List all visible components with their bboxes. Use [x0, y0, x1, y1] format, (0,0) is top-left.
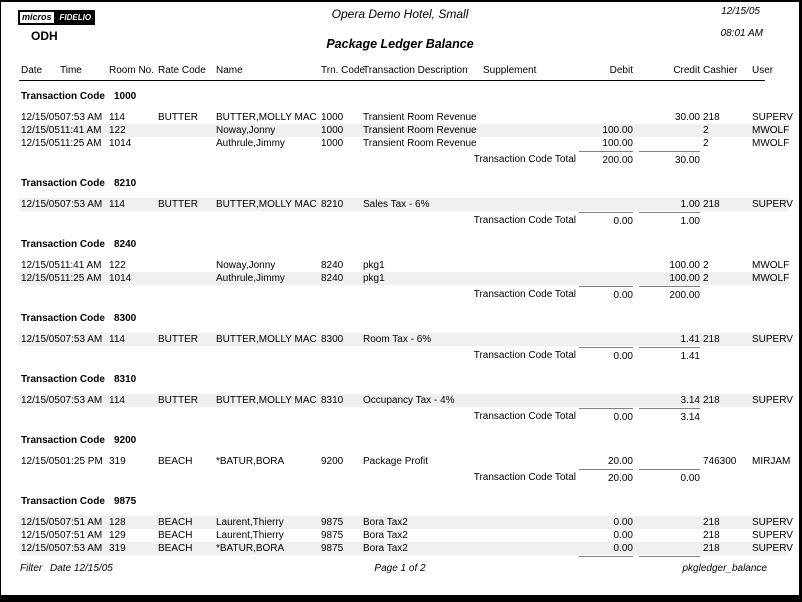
total-debit — [579, 285, 634, 303]
cell-trn: 1000 — [321, 112, 344, 123]
cell-user: SUPERV — [752, 517, 793, 528]
cell-supplement — [481, 516, 579, 529]
cell-debit — [579, 272, 634, 285]
col-header-time: Time — [60, 65, 82, 76]
cell-desc: Room Tax - 6% — [363, 334, 432, 345]
footer-filter-label: Filter — [20, 563, 43, 574]
cell-user: MIRJAM — [752, 456, 791, 467]
total-label: Transaction Code Total — [473, 154, 576, 165]
cell-credit — [634, 516, 701, 529]
cell-date: 12/15/05 — [21, 543, 60, 554]
total-label: Transaction Code Total — [473, 215, 576, 226]
cell-rate: BUTTER — [158, 334, 198, 345]
cell-desc: pkg1 — [363, 260, 385, 271]
transaction-code-total-row — [19, 150, 789, 168]
cell-time: 01:25 PM — [60, 456, 103, 467]
footer-date: Date 12/15/05 — [50, 563, 113, 574]
cell-room: 122 — [109, 260, 126, 271]
cell-credit: 1.41 — [680, 334, 700, 345]
cell-time: 07:53 AM — [60, 543, 103, 554]
report-footer — [1, 563, 799, 577]
col-header-debit: Debit — [609, 65, 633, 76]
transaction-code-total-row — [19, 468, 789, 486]
cell-trn: 1000 — [321, 125, 344, 136]
transaction-code-header — [1, 364, 799, 394]
ledger-row — [19, 333, 793, 346]
transaction-code-label: Transaction Code — [21, 435, 105, 446]
transaction-code-total-row — [19, 346, 789, 364]
cell-debit: 100.00 — [602, 138, 633, 149]
cell-cashier: 2 — [703, 138, 709, 149]
transaction-code-value: 9875 — [114, 496, 137, 507]
cell-date: 12/15/05 — [21, 112, 60, 123]
total-credit-value: 1.00 — [639, 212, 700, 227]
cell-user: SUPERV — [752, 395, 793, 406]
transaction-section — [1, 229, 799, 303]
transaction-code-value: 8210 — [114, 178, 137, 189]
logo-micros-text: micros — [18, 10, 56, 25]
cell-debit — [579, 198, 634, 211]
cell-credit: 30.00 — [674, 112, 700, 123]
cell-rate — [156, 137, 214, 150]
ledger-row — [19, 111, 793, 124]
total-debit-value: 0.00 — [579, 286, 633, 301]
cell-name: BUTTER,MOLLY MAC — [216, 395, 317, 406]
cell-time: 11:41 AM — [60, 125, 102, 136]
transaction-code-header — [1, 303, 799, 333]
transaction-section — [1, 364, 799, 425]
cell-debit: 0.00 — [613, 530, 633, 541]
cell-rate: BUTTER — [158, 199, 198, 210]
total-debit-value: 0.00 — [579, 212, 633, 227]
transaction-code-label: Transaction Code — [21, 313, 105, 324]
cell-user: MWOLF — [752, 273, 790, 284]
cell-time: 11:41 AM — [60, 260, 102, 271]
cell-name: BUTTER,MOLLY MAC — [216, 199, 317, 210]
cell-supplement — [481, 137, 579, 150]
cell-rate: BEACH — [158, 517, 193, 528]
cell-name: Noway,Jonny — [216, 260, 276, 271]
total-debit — [579, 468, 634, 486]
total-credit-value: 3.14 — [639, 408, 700, 423]
ledger-row — [19, 529, 793, 542]
col-header-user: User — [752, 65, 774, 76]
cell-credit: 100.00 — [669, 273, 700, 284]
cell-desc: Sales Tax - 6% — [363, 199, 430, 210]
cell-name: Laurent,Thierry — [216, 530, 284, 541]
total-label: Transaction Code Total — [473, 411, 576, 422]
transaction-code-value: 8310 — [114, 374, 137, 385]
cell-room: 122 — [109, 125, 126, 136]
total-label: Transaction Code Total — [473, 350, 576, 361]
print-date: 12/15/05 — [721, 6, 760, 17]
cell-date: 12/15/05 — [21, 530, 60, 541]
cell-room: 114 — [109, 334, 125, 345]
ledger-row — [19, 455, 789, 468]
col-header-supplement: Supplement — [483, 65, 537, 76]
col-header-cashier: Cashier — [703, 65, 738, 76]
total-label: Transaction Code Total — [473, 289, 576, 300]
cell-room: 319 — [109, 543, 126, 554]
total-credit — [634, 407, 701, 425]
report-body — [1, 81, 799, 573]
total-debit — [579, 150, 634, 168]
total-cashier — [701, 150, 734, 163]
cell-debit: 20.00 — [607, 456, 633, 467]
cell-desc: Transient Room Revenue — [363, 125, 477, 136]
cell-debit: 0.00 — [613, 543, 633, 554]
cell-room: 114 — [109, 395, 125, 406]
total-user — [734, 211, 789, 224]
cell-credit — [634, 529, 701, 542]
cell-desc: Package Profit — [363, 456, 429, 467]
total-user — [734, 346, 789, 359]
total-spacer — [19, 468, 361, 481]
transaction-code-header — [1, 425, 799, 455]
cell-supplement — [481, 272, 579, 285]
cell-trn: 9875 — [321, 543, 344, 554]
total-spacer — [19, 346, 361, 359]
total-debit-value: 200.00 — [579, 151, 633, 166]
cell-date: 12/15/05 — [21, 260, 60, 271]
cell-name: Noway,Jonny — [216, 125, 276, 136]
ledger-row — [19, 259, 789, 272]
cell-user: SUPERV — [752, 543, 793, 554]
transaction-code-label: Transaction Code — [21, 91, 105, 102]
cell-time: 07:51 AM — [60, 530, 103, 541]
cell-trn: 1000 — [321, 138, 344, 149]
total-label: Transaction Code Total — [473, 472, 576, 483]
cell-name: Laurent,Thierry — [216, 517, 284, 528]
cell-cashier: 218 — [703, 517, 720, 528]
cell-rate: BUTTER — [158, 112, 198, 123]
total-credit-value: 200.00 — [639, 286, 700, 301]
total-credit-value: 1.41 — [639, 347, 700, 362]
total-spacer — [19, 285, 361, 298]
logo-fidelio-text: FIDELIO — [56, 10, 96, 25]
transaction-section — [1, 303, 799, 364]
col-header-transaction-description: Transaction Description — [363, 65, 468, 76]
cell-cashier: 746300 — [703, 456, 737, 467]
total-cashier — [701, 346, 734, 359]
cell-credit — [634, 137, 701, 150]
cell-debit — [579, 111, 634, 124]
cell-cashier: 2 — [703, 260, 709, 271]
cell-date: 12/15/05 — [21, 273, 60, 284]
col-header-date: Date — [21, 65, 43, 76]
cell-desc: Transient Room Revenue — [363, 138, 477, 149]
cell-trn: 8240 — [321, 260, 344, 271]
cell-debit — [579, 259, 634, 272]
cell-time: 07:53 AM — [60, 199, 103, 210]
cell-user: SUPERV — [752, 530, 793, 541]
col-header-trn-code: Trn. Code — [321, 65, 366, 76]
cell-supplement — [481, 529, 579, 542]
cell-credit: 3.14 — [680, 395, 700, 406]
cell-time: 11:25 AM — [60, 273, 102, 284]
cell-time: 07:51 AM — [60, 517, 103, 528]
column-header-row — [19, 64, 789, 78]
footer-report-file-name: pkgledger_balance — [682, 563, 767, 574]
transaction-code-label: Transaction Code — [21, 374, 105, 385]
report-title: Package Ledger Balance — [326, 37, 474, 51]
transaction-code-total-row — [19, 407, 789, 425]
transaction-code-header — [1, 486, 799, 516]
cell-time: 07:53 AM — [60, 334, 103, 345]
total-debit — [579, 407, 634, 425]
total-debit-value: 0.00 — [579, 347, 633, 362]
total-user — [734, 468, 789, 481]
cell-rate: BEACH — [158, 530, 193, 541]
cell-trn: 8300 — [321, 334, 344, 345]
cell-supplement — [481, 259, 579, 272]
cell-name: Authrule,Jimmy — [216, 138, 285, 149]
total-credit — [634, 150, 701, 168]
cell-desc: Bora Tax2 — [363, 517, 408, 528]
total-spacer — [19, 211, 361, 224]
hotel-name: Opera Demo Hotel, Small — [331, 7, 469, 21]
cell-supplement — [481, 455, 579, 468]
cell-credit — [634, 455, 701, 468]
transaction-code-label: Transaction Code — [21, 496, 105, 507]
transaction-code-value: 9200 — [114, 435, 137, 446]
transaction-code-label: Transaction Code — [21, 239, 105, 250]
cell-trn: 8310 — [321, 395, 344, 406]
cell-desc: pkg1 — [363, 273, 385, 284]
cell-supplement — [481, 333, 579, 346]
transaction-section — [1, 425, 799, 486]
transaction-code-total-row — [19, 285, 789, 303]
total-credit — [634, 285, 701, 303]
footer-page-number: Page 1 of 2 — [374, 563, 426, 574]
col-header-rate-code: Rate Code — [158, 65, 206, 76]
cell-cashier: 218 — [703, 112, 720, 123]
cell-supplement — [481, 111, 579, 124]
total-cashier — [701, 407, 734, 420]
ledger-row — [19, 137, 789, 150]
transaction-section — [1, 168, 799, 229]
total-credit-value: 30.00 — [639, 151, 700, 166]
cell-date: 12/15/05 — [21, 199, 60, 210]
cell-name: Authrule,Jimmy — [216, 273, 285, 284]
transaction-code-header — [1, 168, 799, 198]
cell-credit — [634, 542, 701, 555]
cell-user: MWOLF — [752, 138, 790, 149]
total-user — [734, 150, 789, 163]
total-spacer — [19, 407, 361, 420]
cell-room: 129 — [109, 530, 126, 541]
cell-name: *BATUR,BORA — [216, 543, 285, 554]
total-cashier — [701, 285, 734, 298]
cell-cashier: 2 — [703, 273, 709, 284]
cell-supplement — [481, 542, 579, 555]
report-header — [1, 2, 799, 64]
cell-desc: Bora Tax2 — [363, 543, 408, 554]
cell-user: SUPERV — [752, 199, 793, 210]
total-spacer — [19, 150, 361, 163]
cell-trn: 8240 — [321, 273, 344, 284]
transaction-code-value: 1000 — [114, 91, 137, 102]
col-header-room-no: Room No. — [109, 65, 155, 76]
cell-rate: BEACH — [158, 456, 193, 467]
cell-date: 12/15/05 — [21, 517, 60, 528]
cell-room: 1014 — [109, 138, 132, 149]
cell-credit: 100.00 — [669, 260, 700, 271]
total-user — [734, 407, 789, 420]
col-header-name: Name — [216, 65, 243, 76]
cell-user: SUPERV — [752, 334, 793, 345]
cell-rate: BEACH — [158, 543, 193, 554]
cell-user: MWOLF — [752, 260, 790, 271]
cell-rate — [156, 272, 214, 285]
cell-trn: 9875 — [321, 530, 344, 541]
cell-desc: Occupancy Tax - 4% — [363, 395, 455, 406]
cell-room: 1014 — [109, 273, 132, 284]
cell-time: 11:25 AM — [60, 138, 102, 149]
total-cashier — [701, 211, 734, 224]
cell-trn: 9200 — [321, 456, 344, 467]
cell-name: BUTTER,MOLLY MAC — [216, 334, 317, 345]
cell-cashier: 218 — [703, 334, 720, 345]
cell-rate — [156, 124, 214, 137]
cell-desc: Transient Room Revenue — [363, 112, 477, 123]
cell-credit — [634, 124, 701, 137]
ledger-row — [19, 394, 793, 407]
print-time: 08:01 AM — [720, 28, 763, 39]
cell-time: 07:53 AM — [60, 395, 103, 406]
transaction-code-total-row — [19, 211, 789, 229]
transaction-code-value: 8240 — [114, 239, 137, 250]
cell-room: 128 — [109, 517, 126, 528]
total-debit — [579, 211, 634, 229]
cell-room: 319 — [109, 456, 126, 467]
cell-cashier: 218 — [703, 199, 720, 210]
cell-desc: Bora Tax2 — [363, 530, 408, 541]
cell-supplement — [481, 124, 579, 137]
col-header-credit: Credit — [673, 65, 700, 76]
cell-date: 12/15/05 — [21, 395, 60, 406]
cell-date: 12/15/05 — [21, 138, 60, 149]
cell-time: 07:53 AM — [60, 112, 103, 123]
cell-credit: 1.00 — [680, 199, 700, 210]
total-credit — [634, 211, 701, 229]
cell-debit: 0.00 — [613, 517, 633, 528]
cell-room: 114 — [109, 199, 125, 210]
transaction-code-header — [1, 229, 799, 259]
cell-debit — [579, 333, 634, 346]
cell-user: MWOLF — [752, 125, 790, 136]
total-credit — [634, 468, 701, 486]
cell-cashier: 218 — [703, 395, 720, 406]
cell-rate: BUTTER — [158, 395, 198, 406]
total-credit — [634, 346, 701, 364]
ledger-row — [19, 516, 793, 529]
property-code: ODH — [31, 29, 58, 43]
ledger-row — [19, 124, 789, 137]
cell-cashier: 218 — [703, 543, 720, 554]
cell-rate — [156, 259, 214, 272]
transaction-section — [1, 486, 799, 573]
transaction-code-label: Transaction Code — [21, 178, 105, 189]
cell-cashier: 2 — [703, 125, 709, 136]
cell-supplement — [481, 394, 579, 407]
cell-name: *BATUR,BORA — [216, 456, 285, 467]
cell-user: SUPERV — [752, 112, 793, 123]
total-credit-value: 0.00 — [639, 469, 700, 484]
cell-date: 12/15/05 — [21, 456, 60, 467]
transaction-section — [1, 81, 799, 168]
total-debit — [579, 346, 634, 364]
transaction-code-header — [1, 81, 799, 111]
cell-debit: 100.00 — [602, 125, 633, 136]
ledger-row — [19, 272, 789, 285]
cell-trn: 8210 — [321, 199, 344, 210]
cell-supplement — [481, 198, 579, 211]
total-debit-value: 0.00 — [579, 408, 633, 423]
transaction-code-value: 8300 — [114, 313, 137, 324]
cell-name: BUTTER,MOLLY MAC — [216, 112, 317, 123]
cell-room: 114 — [109, 112, 125, 123]
total-debit-value: 20.00 — [579, 469, 633, 484]
cell-trn: 9875 — [321, 517, 344, 528]
ledger-row — [19, 542, 793, 555]
total-user — [734, 285, 789, 298]
cell-date: 12/15/05 — [21, 334, 60, 345]
ledger-row — [19, 198, 793, 211]
cell-debit — [579, 394, 634, 407]
cell-cashier: 218 — [703, 530, 720, 541]
total-cashier — [701, 468, 734, 481]
cell-date: 12/15/05 — [21, 125, 60, 136]
